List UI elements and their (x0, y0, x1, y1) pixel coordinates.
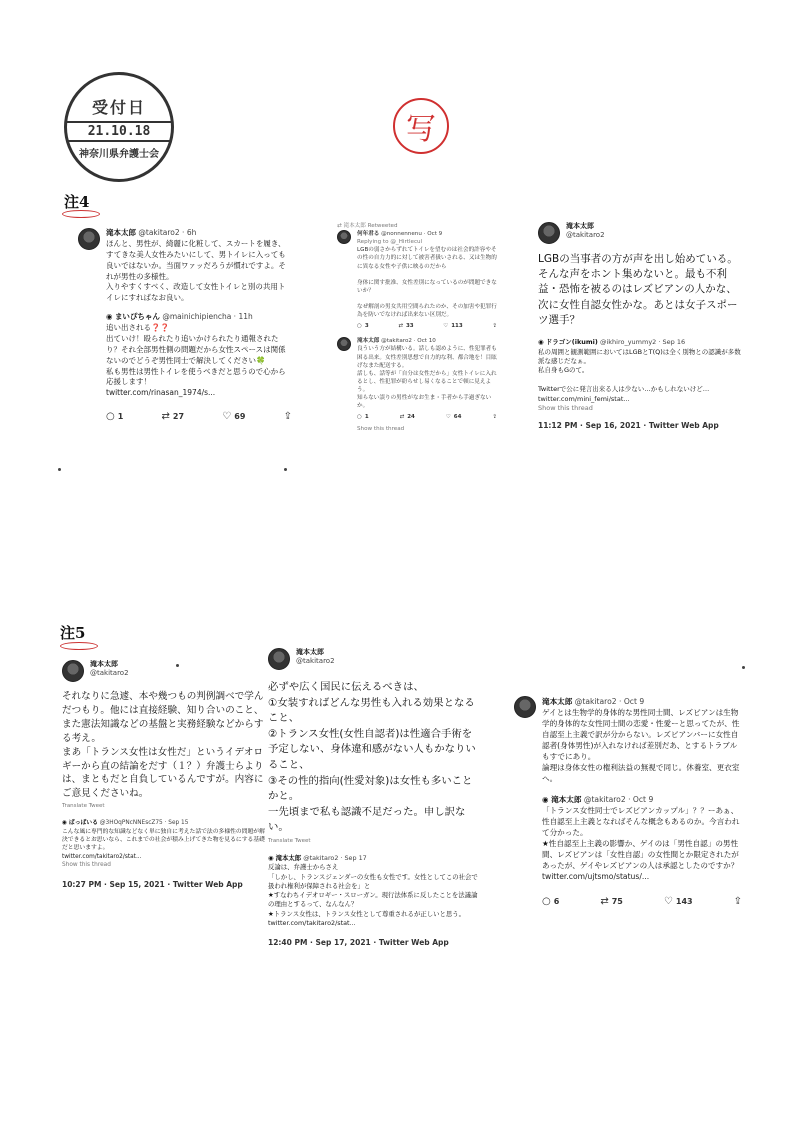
reply-button[interactable]: ○ 1 (106, 410, 124, 422)
tweet-header (514, 696, 742, 908)
author-block (90, 660, 129, 678)
stamp-date: 21.10.18 (67, 121, 171, 142)
tweet-body (357, 230, 497, 331)
tweet-actions (542, 896, 742, 908)
quote-author-handle: @takitaro2 · Oct 9 (583, 795, 654, 804)
tweet-header (268, 648, 480, 670)
heart-icon: ♡ (445, 414, 451, 421)
author-handle[interactable]: @takitaro2 · Oct 10 (381, 338, 436, 345)
copy-seal: 写 (393, 98, 449, 154)
quote-text: 「トランス女性同士でレズビアンカップル」？？ーあぁ、性自認至上主義となればそんな概念もあるのか。今言われて分かった。 ★性自認至上主義の影響か、ゲイのは「男性自認」の男性間、レズビアンは「女性自認」の女性間とか限定されたがあったが、ゲイやレズビアンの人は承認としたのですか？ (542, 806, 740, 870)
share-button[interactable] (492, 414, 497, 422)
like-button[interactable]: ♡ 113 (443, 323, 463, 330)
quote-author-handle: @takitaro2 · Sep 17 (303, 854, 367, 863)
quote-avatar-icon: ◉ (542, 795, 549, 804)
reply-icon: ○ (357, 323, 362, 330)
heart-icon: ♡ (443, 323, 449, 330)
tweet-actions (106, 411, 292, 423)
show-thread-link[interactable]: Show this thread (62, 862, 111, 869)
retweet-button[interactable]: ⇄ 33 (398, 323, 414, 330)
tweet-text: ほんと、男性が、綺麗に化粧して、スカートを履き、すてきな美人女性みたいにして、男トイレに入っても良いではないか。当面ワァッだろうが慣れですよ。それが男性の多様性。 入りやすくすべく、改造して女性トイレと別の共用トイレにすればなお良い。 (106, 238, 286, 303)
tweet-text: ゲイとは生物学的身体的な男性同士間、レズビアンは生物学的身体的な女性同士間の恋愛・性愛ーと思ってたが、性自認至上主義で訳が分からない。レズビアンバーに女性自認者(身体男性)が入れなければ差別だあ、とするトラブルもすでにあり。 論理は身体女性の権利法益の無視で同じ。休養室、更衣室へ。 (542, 708, 740, 783)
tweet-body (106, 228, 292, 423)
avatar[interactable] (78, 228, 100, 250)
quote-author-name: ドラゴン(ikumi) (545, 338, 598, 347)
avatar[interactable] (514, 696, 536, 718)
tweet-header (78, 228, 292, 423)
author-handle[interactable]: @nonnennenu · Oct 9 (381, 231, 443, 238)
translate-link[interactable]: Translate Tweet (268, 838, 311, 845)
retweet-icon: ⇄ (398, 323, 403, 330)
quote-text: こんな風に専門的な知識などなく単に独自に考えた話で法の多様性の問題が解決できるとお思いなら、これまでの社会が積み上げてきた物を見るにする基礎だと思いますよ。 (62, 828, 265, 852)
tweet-header (62, 660, 268, 682)
tweet-body (542, 696, 742, 908)
avatar[interactable] (268, 648, 290, 670)
share-icon: ⇪ (492, 414, 497, 421)
author-handle[interactable]: @takitaro2 (296, 657, 335, 666)
tweet-card-5 (62, 660, 268, 920)
share-icon: ⇪ (733, 895, 742, 907)
avatar[interactable] (538, 222, 560, 244)
author-handle[interactable]: @takitaro2 · 6h (138, 228, 197, 237)
share-button[interactable] (492, 323, 497, 331)
retweet-indicator: ⇄ 滝本太郎 Retweeted (337, 223, 398, 229)
tweet-timestamp[interactable]: 12:40 PM · Sep 17, 2021 · Twitter Web App (268, 938, 449, 948)
scan-speck (284, 468, 287, 471)
tweet-text: LGBの弱さからずれてトイレを望むのは社会的許容やその性の自力力的に対して被害者扱いされる、又は生物的に異なる女性や子供に映るのだから 身体に関す批准、女性差別になっているのが問題できないか？ なぜ解剖の男女共用空間られたのか、その加害や犯罪行為を防いでなければ出来ない区別だ。 (357, 247, 497, 319)
tweet-body (357, 337, 497, 433)
quoted-tweet[interactable] (268, 854, 480, 928)
quote-link[interactable]: twitter.com/mini_femi/stat... (538, 394, 630, 403)
quote-text: 私の周囲と観測範囲においてはLGBとT(Q)は全く別物との認識が多数派な感じだなぁ。 私自身もGのて。 Twitterで公に発言出来る人は少ない…かもしれないけど… (538, 347, 741, 394)
author-block (296, 648, 335, 666)
tweet-card-4 (538, 222, 742, 462)
tweet-text: LGBの当事者の方が声を出し始めている。そんな声をホント集めないと。最も不利益・恐怖を被るのはレズビアンの人かな、次に女性自認女性かな。あとは女子スポーツ選手？ (538, 253, 738, 326)
tweet-timestamp[interactable]: 11:12 PM · Sep 16, 2021 · Twitter Web App (538, 421, 719, 431)
share-button[interactable] (284, 412, 292, 422)
tweet-card-6 (268, 648, 480, 986)
tweet-header (337, 230, 497, 331)
reply-button[interactable]: ○ 3 (357, 323, 369, 330)
tweet-actions (357, 414, 497, 422)
scan-speck (176, 664, 179, 667)
note-4-label: 注4 (64, 193, 90, 211)
quote-link[interactable]: twitter.com/takitaro2/stat... (62, 853, 142, 860)
note-5-underline (60, 642, 98, 650)
avatar[interactable] (62, 660, 84, 682)
quote-link[interactable]: twitter.com/rinasan_1974/s... (106, 388, 216, 398)
author-handle[interactable]: @takitaro2 (566, 231, 605, 240)
quote-text: 反論は、弁護士からさえ 「しかし、トランスジェンダーの女性も女性です。女性としてこの社会で扱われ権利が保障される社会を」と ★すなわちイデオロギー・スローガン。現行法体系に反したことを法議論の理由とするって、なんなん？ ★トランス女性は、トランス女性として尊重されるが正しいと思う。 (268, 863, 478, 918)
quote-text: 追い出される❓❓ 出ていけ！殴られたり追いかけられたり通報されたり？それ全部男性側の問題だから女性スペースは関係ないのでどうぞ男性同士で解決してください🍀 私も男性は男性トイレを使うべきだと思うので心から応援します！ (106, 323, 286, 387)
retweet-icon: ⇄ (399, 414, 405, 421)
author-name[interactable]: 滝本太郎 (106, 228, 136, 237)
share-icon: ⇪ (492, 323, 497, 330)
replying-to[interactable]: Replying to @_Hirtlecul (357, 239, 423, 246)
quote-author-name: まいぴちゃん (114, 312, 160, 322)
reply-icon: ○ (357, 414, 362, 421)
author-name[interactable]: 滝本太郎 (566, 222, 594, 230)
quote-avatar-icon: ◉ (268, 854, 274, 863)
heart-icon: ♡ (222, 410, 232, 422)
show-thread-link[interactable]: Show this thread (538, 404, 593, 413)
quoted-tweet[interactable] (62, 819, 268, 869)
quote-author-name: 滝本太郎 (275, 854, 302, 863)
quote-link[interactable]: twitter.com/takitaro2/stat... (268, 919, 356, 928)
quoted-tweet[interactable] (542, 794, 742, 882)
avatar[interactable] (337, 230, 351, 244)
translate-link[interactable]: Translate Tweet (62, 803, 105, 810)
note-4-underline (62, 210, 100, 218)
tweet-timestamp[interactable]: 10:27 PM · Sep 15, 2021 · Twitter Web App (62, 879, 243, 889)
reply-icon: ○ (106, 410, 115, 422)
avatar[interactable] (337, 337, 351, 351)
author-name[interactable]: 何年君る (357, 231, 380, 238)
author-name[interactable]: 滝本太郎 (90, 660, 118, 668)
quote-author-name: 滝本太郎 (551, 795, 582, 804)
author-name[interactable]: 滝本太郎 (542, 697, 573, 706)
quote-avatar-icon: ◉ (106, 312, 113, 322)
scan-speck (742, 666, 745, 669)
tweet-card-1 (78, 228, 292, 466)
retweet-button[interactable]: ⇄ 75 (600, 895, 623, 907)
like-button[interactable]: ♡ 69 (222, 410, 246, 422)
tweet-card-7 (514, 696, 742, 966)
retweet-button[interactable]: ⇄ 24 (399, 414, 415, 421)
author-handle[interactable]: @takitaro2 · Oct 9 (574, 697, 645, 706)
quoted-tweet[interactable] (106, 312, 292, 399)
retweet-icon: ⇄ (600, 895, 609, 907)
stamp-organization: 神奈川県弁護士会 (79, 148, 159, 160)
tweet-text: 良ういう方が結構いる。話しも認めように、性犯罪者も困る出来。女性差別思想で自力的な利、都合地を！目眩げなまた配送する。 話しも、話等が「自分は女性だから」女性トイレに入れるとし、性犯罪が紛らせし易くなることで頓に見えよう。 知らない誤りの男性がなお生ま・手者から手過ぎないか。 (357, 346, 497, 410)
quote-author-name: ぱっぱいる (68, 820, 98, 827)
author-name[interactable]: 滝本太郎 (357, 338, 380, 345)
tweet-actions (357, 323, 497, 331)
like-button[interactable]: ♡ 143 (663, 895, 693, 907)
show-thread-link[interactable]: Show this thread (357, 426, 405, 433)
quote-avatar-icon: ◉ (62, 820, 68, 827)
quote-avatar-icon: ◉ (538, 338, 544, 347)
retweet-button[interactable]: ⇄ 27 (161, 410, 185, 422)
quote-author-handle: @mainichipiencha · 11h (162, 312, 253, 322)
share-icon: ⇪ (283, 410, 292, 422)
retweet-icon: ⇄ (161, 410, 170, 422)
quote-author-handle: @3HOqPNcNNEscZ75 · Sep 15 (99, 820, 189, 827)
quote-author-handle: @ikhiro_yummy2 · Sep 16 (599, 338, 686, 347)
quote-link[interactable]: twitter.com/ujtsmo/status/... (542, 872, 650, 881)
reply-button[interactable]: ○ 6 (542, 895, 560, 907)
quoted-tweet[interactable] (538, 338, 742, 413)
tweet-header-3 (337, 337, 497, 433)
reply-icon: ○ (542, 895, 551, 907)
retweet-small-icon: ⇄ (337, 223, 342, 229)
tweet-header (538, 222, 742, 244)
tweet-text: それなりに急遽、本や幾つもの判例調べで学んだつもり。他には直接経験、知り合いのこと、また憲法知識などの基盤と実務経験などからする考え。 まあ「トランス女性は女性だ」というイデオロギーから直の結論をだす（１？）弁護士らよりは、まともだと自負しているんですが。内容にご意見くださいね。 (62, 691, 264, 800)
reply-button[interactable]: ○ 1 (357, 414, 369, 421)
like-button[interactable]: ♡ 64 (445, 414, 462, 421)
stamp-label: 受付日 (91, 97, 146, 117)
share-button[interactable] (734, 897, 742, 907)
author-name[interactable]: 滝本太郎 (296, 648, 324, 656)
tweet-text: 必ずや広く国民に伝えるべきは、 ①女装すればどんな男性も入れる効果となること、 ②トランス女性(女性自認者)は性適合手術を予定しない、身体違和感がない人もかなりいること、 ③その性的指向(性愛対象)は女性も多いことかと。 一先頃まで私も認識不足だった。申し訳ない。 (268, 681, 476, 834)
heart-icon: ♡ (663, 895, 673, 907)
receipt-stamp (64, 72, 174, 182)
scan-speck (58, 468, 61, 471)
note-5-label: 注5 (60, 624, 86, 642)
author-block (566, 222, 605, 240)
author-handle[interactable]: @takitaro2 (90, 669, 129, 678)
tweet-card-2 (337, 222, 497, 458)
